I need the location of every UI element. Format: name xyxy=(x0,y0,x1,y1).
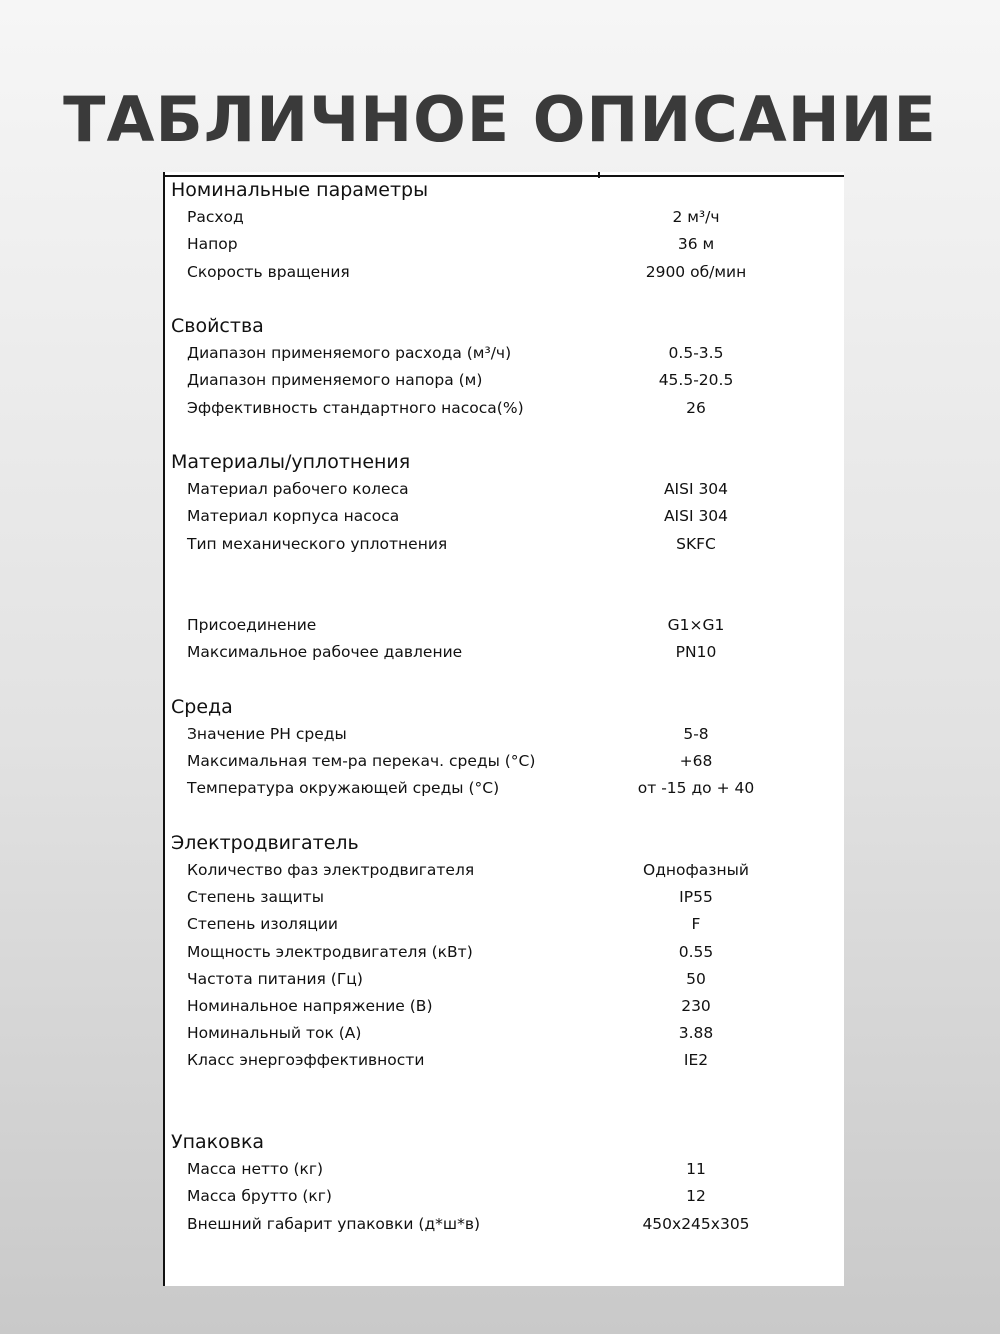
table-row xyxy=(165,939,844,966)
table-row xyxy=(165,476,844,503)
parameter-name: Значение PH среды xyxy=(187,725,347,743)
section-row xyxy=(165,449,844,476)
table-row xyxy=(165,1183,844,1210)
parameter-name: Присоединение xyxy=(187,616,317,635)
page-title: ТАБЛИЧНОЕ ОПИСАНИЕ xyxy=(63,83,937,156)
parameter-value: 450x245x305 xyxy=(642,1214,750,1233)
parameter-name: Диапазон применяемого расхода (м³/ч) xyxy=(187,344,512,363)
table-row xyxy=(165,884,844,911)
spec-table xyxy=(163,172,844,1286)
blank-row xyxy=(165,286,844,313)
parameter-name: Напор xyxy=(187,235,238,254)
parameter-value: PN10 xyxy=(675,643,717,662)
section-title: Номинальные параметры xyxy=(171,179,429,201)
parameter-value: 2 м³/ч xyxy=(672,208,720,227)
table-row xyxy=(165,775,844,802)
section-row xyxy=(165,830,844,857)
parameter-value: AISI 304 xyxy=(663,507,729,526)
table-row xyxy=(165,503,844,530)
parameter-value: 3.88 xyxy=(678,1024,714,1043)
blank-row xyxy=(165,422,844,449)
parameter-name: Количество фаз электродвигателя xyxy=(187,861,475,879)
parameter-value: 5-8 xyxy=(683,725,709,743)
table-row xyxy=(165,1211,844,1238)
blank-row xyxy=(165,803,844,830)
table-row xyxy=(165,231,844,258)
parameter-value: IE2 xyxy=(683,1051,709,1070)
table-row xyxy=(165,639,844,666)
table-row xyxy=(165,340,844,367)
parameter-value: G1×G1 xyxy=(667,616,725,635)
section-row xyxy=(165,177,844,204)
blank-row xyxy=(165,1075,844,1102)
table-row xyxy=(165,993,844,1020)
parameter-value: 36 м xyxy=(677,235,715,254)
parameter-name: Номинальное напряжение (В) xyxy=(187,997,433,1015)
table-row xyxy=(165,857,844,884)
table-row xyxy=(165,1047,844,1074)
table-row xyxy=(165,911,844,938)
parameter-name: Класс энергоэффективности xyxy=(187,1051,425,1070)
parameter-name: Температура окружающей среды (°C) xyxy=(187,779,500,798)
parameter-value: 2900 об/мин xyxy=(645,262,747,281)
parameter-value: 50 xyxy=(686,969,706,988)
parameter-value: 0.5-3.5 xyxy=(668,344,724,363)
table-row xyxy=(165,1020,844,1047)
parameter-name: Материал рабочего колеса xyxy=(187,480,409,499)
section-row xyxy=(165,313,844,340)
parameter-name: Тип механического уплотнения xyxy=(187,534,448,553)
table-row xyxy=(165,1156,844,1183)
blank-row xyxy=(165,1102,844,1129)
section-title: Материалы/уплотнения xyxy=(171,451,411,473)
parameter-value: 230 xyxy=(681,997,711,1015)
parameter-value: от -15 до + 40 xyxy=(637,779,755,798)
parameter-name: Максимальная тем-ра перекач. среды (°C) xyxy=(187,752,536,771)
parameter-name: Масса нетто (кг) xyxy=(187,1160,324,1179)
parameter-value: 45.5-20.5 xyxy=(658,371,734,390)
parameter-name: Расход xyxy=(187,208,244,227)
section-title: Упаковка xyxy=(171,1131,265,1153)
table-row xyxy=(165,204,844,231)
table-row xyxy=(165,395,844,422)
parameter-value: SKFC xyxy=(676,534,716,553)
parameter-value: 12 xyxy=(686,1187,706,1206)
table-row xyxy=(165,259,844,286)
parameter-name: Материал корпуса насоса xyxy=(187,507,400,526)
parameter-name: Номинальный ток (А) xyxy=(187,1024,362,1043)
section-title: Электродвигатель xyxy=(171,831,359,854)
section-title: Среда xyxy=(171,695,233,718)
parameter-name: Скорость вращения xyxy=(187,262,350,281)
section-row xyxy=(165,694,844,721)
table-row xyxy=(165,966,844,993)
table-row xyxy=(165,531,844,558)
parameter-name: Частота питания (Гц) xyxy=(187,969,363,988)
table-row xyxy=(165,748,844,775)
table-row xyxy=(165,612,844,639)
parameter-name: Мощность электродвигателя (кВт) xyxy=(187,942,473,961)
parameter-value: AISI 304 xyxy=(663,480,729,499)
parameter-name: Масса брутто (кг) xyxy=(187,1187,332,1206)
parameter-value: +68 xyxy=(679,752,713,771)
parameter-value: F xyxy=(691,915,701,934)
parameter-value: Однофазный xyxy=(643,861,749,879)
parameter-value: 0.55 xyxy=(678,942,714,961)
parameter-value: IP55 xyxy=(679,888,713,907)
parameter-value: 26 xyxy=(686,398,706,417)
section-title: Свойства xyxy=(171,315,264,337)
parameter-name: Степень защиты xyxy=(187,888,324,907)
parameter-name: Внешний габарит упаковки (д*ш*в) xyxy=(187,1214,481,1233)
parameter-name: Эффективность стандартного насоса(%) xyxy=(187,398,524,417)
blank-row xyxy=(165,558,844,585)
table-row xyxy=(165,367,844,394)
section-row xyxy=(165,1129,844,1156)
parameter-name: Максимальное рабочее давление xyxy=(187,643,463,662)
blank-row xyxy=(165,667,844,694)
parameter-name: Диапазон применяемого напора (м) xyxy=(187,371,483,390)
parameter-name: Степень изоляции xyxy=(187,915,338,934)
blank-row xyxy=(165,585,844,612)
parameter-value: 11 xyxy=(686,1160,706,1179)
table-row xyxy=(165,721,844,748)
